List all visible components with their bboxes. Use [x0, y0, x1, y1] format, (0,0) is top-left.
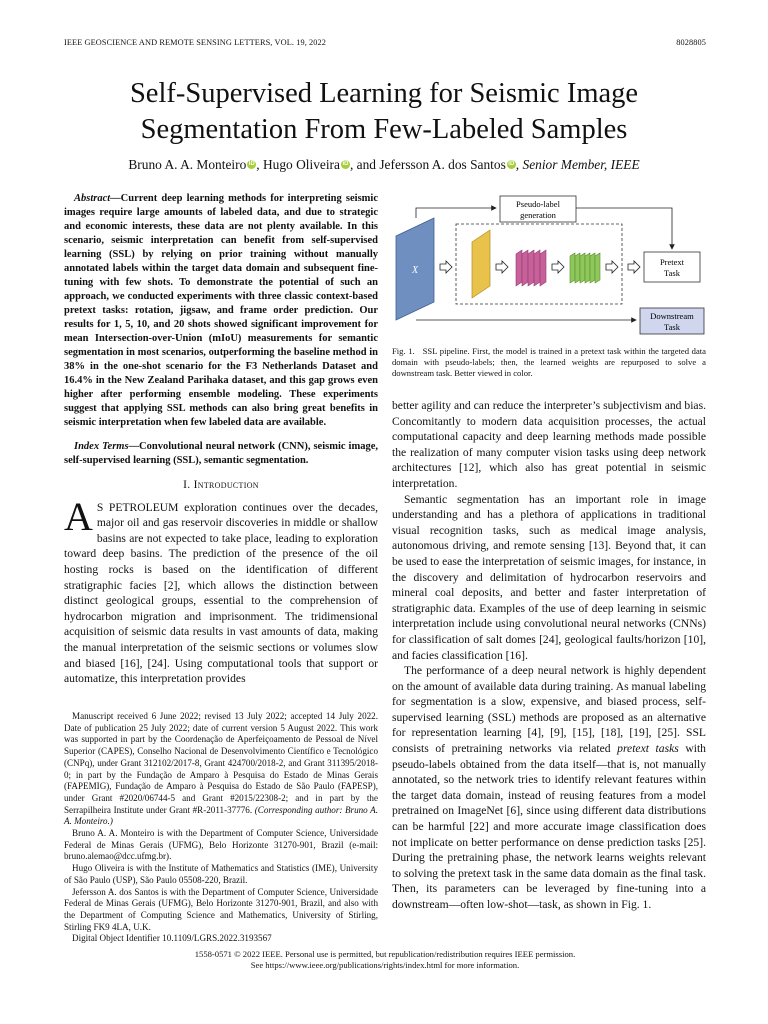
right-paragraph-1: better agility and can reduce the interpreter’s subjectivism and bias. Concomitantly to modern data acquisition processes, the actual computational capacity and deep learning methods made possible the realization of many computer vision tasks using deep network architectures [12], which also has great potential in seismic interpretation.: [392, 399, 706, 490]
footnote-affiliation-3: Jefersson A. dos Santos is with the Department of Computer Science, Universidade Federal de Minas Gerais (UFMG), Belo Horizonte 31270-901, Brazil, and also with the Department of Computing Science and Mathematics, University of Stirling, Stirling FK9 4LA, U.K.: [64, 886, 378, 932]
abstract: [64, 192, 378, 430]
index-terms-dash: —: [128, 441, 140, 452]
caption-label: Fig. 1.: [392, 346, 415, 356]
pretext-tasks-term: pretext tasks: [617, 742, 679, 756]
drop-cap: A: [64, 493, 93, 539]
downstream-task-text-2: Task: [664, 322, 680, 332]
intro-text: exploration continues over the decades, major oil and gas reservoir discoveries in middle or shallow basins are not expected to take place, leading to exploration toward deep basins. The prediction of the presence of the oil hosting rocks is based on the identification of different stratigraphic facies [2], which allows the distinction between distinct geological groups, essential to the comprehension of hydrocarbon migration and imprisonment. The tridimensional acquisition of seismic data results in vast amounts of data, making the manual interpretation of the seismic sections or volumes slow and biased [16], [24]. Using computational tools that support or automatize, this interpretation provides: [64, 500, 378, 686]
author-3: , and Jefersson A. dos Santos: [349, 157, 506, 172]
index-terms-label: Index Terms: [74, 441, 129, 452]
decoder-blocks: [570, 253, 600, 283]
right-paragraph-2: Semantic segmentation has an important role in image understanding and has a plethora of applications in traditional visual recognition tasks, such as medical image analysis, autonomous driving, and remote sensing [13]. Beyond that, it can be used to ease the interpretation of seismic images, for instance, in the discovery and delimitation of hydrocarbon reservoirs and mineral coal deposits, and better and faster interpretation of stratigraphic data. Examples of the use of deep learning in seismic interpretation include using convolutional neural networks (CNNs) for classification of salt domes [24], geological faults/horizon [10], and facies classification [16].: [392, 492, 706, 662]
index-terms: [64, 440, 378, 468]
figure-caption: [392, 346, 706, 380]
paper-title: [60, 76, 708, 148]
orcid-icon[interactable]: iD: [342, 161, 349, 167]
title-line-2: Segmentation From Few-Labeled Samples: [140, 114, 628, 145]
title-line-1: Self-Supervised Learning for Seismic Image: [129, 78, 639, 109]
footnote-affiliation-2: Hugo Oliveira is with the Institute of Mathematics and Statistics (IME), University of São Paulo (USP), São Paulo 05508-220, Brazil.: [64, 863, 378, 885]
pretext-task-text-1: Pretext: [659, 257, 685, 267]
pseudo-label-text-1: Pseudo-label: [516, 199, 560, 209]
abstract-dash: —: [110, 193, 121, 204]
intro-paragraph: [64, 493, 378, 687]
section-numeral: I.: [183, 479, 191, 491]
footnote-manuscript: [64, 711, 378, 828]
downstream-task-text-1: Downstream: [650, 311, 694, 321]
bottleneck-blocks: [516, 250, 546, 286]
pretext-task-text-2: Task: [664, 268, 680, 278]
copyright-line-1: 1558-0571 © 2022 IEEE. Personal use is permitted, but republication/redistribution requires IEEE permission.: [194, 949, 576, 959]
copyright-notice: [64, 949, 706, 971]
running-head: [64, 38, 706, 50]
pseudo-label-text-2: generation: [520, 210, 556, 220]
abstract-text: Current deep learning methods for interpreting seismic images require large amounts of labeled data, and due to strategic and economic interests, these data are not plenty available. In this scenario, seismic interpretation can benefit from self-supervised learning (SSL) by relying on prior training without manually annotated labels within the target data domain and subsequent fine-tuning with few shots. To demonstrate the potential of such an approach, we conducted experiments with three classic context-based pretext tasks: rotation, jigsaw, and frame order prediction. Our results for 1, 5, 10, and 20 shots showed significant improvement for mean Intersection-over-Union (mIoU) measurements for semantic segmentation in most scenarios, outperforming the baseline method in 38% in the one-shot scenario for the F3 Netherlands Dataset and 16.4% in the New Zealand Parihaka dataset, and this gap grows even higher after performing ensemble modeling. These experiments suggest that applying SSL methods can also bring great benefits in seismic interpretation when few labeled data are available.: [64, 193, 378, 428]
encoder-block: [472, 230, 490, 298]
author-list: [60, 156, 708, 174]
author-membership: , Senior Member, IEEE: [515, 157, 640, 172]
footnote-affiliation-1: Bruno A. A. Monteiro is with the Department of Computer Science, Universidade Federal de Minas Gerais (UFMG), Belo Horizonte 31270-901, Brazil (e-mail: bruno.alemao@dcc.ufmg.br).: [64, 828, 378, 862]
orcid-icon[interactable]: iD: [248, 161, 255, 167]
footnote-doi: Digital Object Identifier 10.1109/LGRS.2022.3193567: [72, 933, 272, 944]
section-title: Introduction: [193, 479, 259, 491]
right-paragraph-3b: with pseudo-labels obtained from the data itself—that is, not manually annotated, so the network tries to identify relevant features within the target data domain, instead of reusing features from a model pretrained on ImageNet [6], since using different data distributions can be harmful [22] and more accurate image classification does not implicate on better performance on dense prediction tasks [25]. During the pretraining phase, the network learns weights relevant to solving the pretext task in the same data domain as the final task. Then, its parameters can be leveraged by fine-tuning into a downstream—often low-shot—task, as shown in Fig. 1.: [392, 742, 706, 911]
caption-text: SSL pipeline. First, the model is trained in a pretext task within the targeted data domain with pseudo-labels; then, the learned weights are repurposed to solve a downstream task. Better viewed in color.: [392, 346, 706, 379]
intro-first-word: S PETROLEUM: [96, 500, 179, 514]
ssl-pipeline-figure: [392, 192, 706, 338]
author-2: , Hugo Oliveira: [256, 157, 340, 172]
footnote-funding: Manuscript received 6 June 2022; revised 13 July 2022; accepted 14 July 2022. Date of publication 25 July 2022; date of current version 5 August 2022. This work was supported in part by the Coordenação de Aperfeiçoamento de Pessoal de Nível Superior (CAPES), Conselho Nacional de Desenvolvimento Científico e Tecnológico (CNPq), under Grant 312102/2017-8, Grant 424700/2018-2, and Grant 311395/2018-0; in part by the Fundação de Amparo à Pesquisa do Estado de Minas Gerais (FAPEMIG), Fundação de Amparo à Pesquisa do Estado de São Paulo (FAPESP), under Grant #2020/06744-5 and Grant #2015/22308-2; and in part by the Serrapilheira Institute under Grant #R-2011-37776.: [64, 711, 378, 815]
right-paragraph-3a: The performance of a deep neural network is highly dependent on the amount of available data during training. As manual labeling for segmentation is a slow, expensive, and biased process, self-supervised learning (SSL) methods are proposed as an alternative for representation learning [4], [9], [15], [18], [19], [25]. SSL consists of pretraining networks via related: [392, 664, 706, 756]
input-label: X: [411, 265, 419, 276]
footnote-corresponding: (Corresponding author: Bruno A. A. Monteiro.): [64, 804, 378, 827]
right-column: [392, 398, 706, 913]
orcid-icon[interactable]: iD: [508, 161, 515, 167]
index-terms-text: Convolutional neural network (CNN), seismic image, self-supervised learning (SSL), semantic segmentation.: [64, 441, 378, 466]
abstract-label: Abstract: [74, 193, 111, 204]
right-paragraph-3: [392, 663, 706, 913]
author-1: Bruno A. A. Monteiro: [128, 157, 247, 172]
copyright-line-2: See https://www.ieee.org/publications/rights/index.html for more information.: [250, 960, 520, 970]
footnotes: [64, 711, 378, 945]
page-number: 8028805: [676, 38, 706, 47]
left-column: [64, 192, 378, 687]
journal-name: IEEE GEOSCIENCE AND REMOTE SENSING LETTERS, VOL. 19, 2022: [64, 38, 327, 47]
section-heading: [64, 478, 378, 494]
